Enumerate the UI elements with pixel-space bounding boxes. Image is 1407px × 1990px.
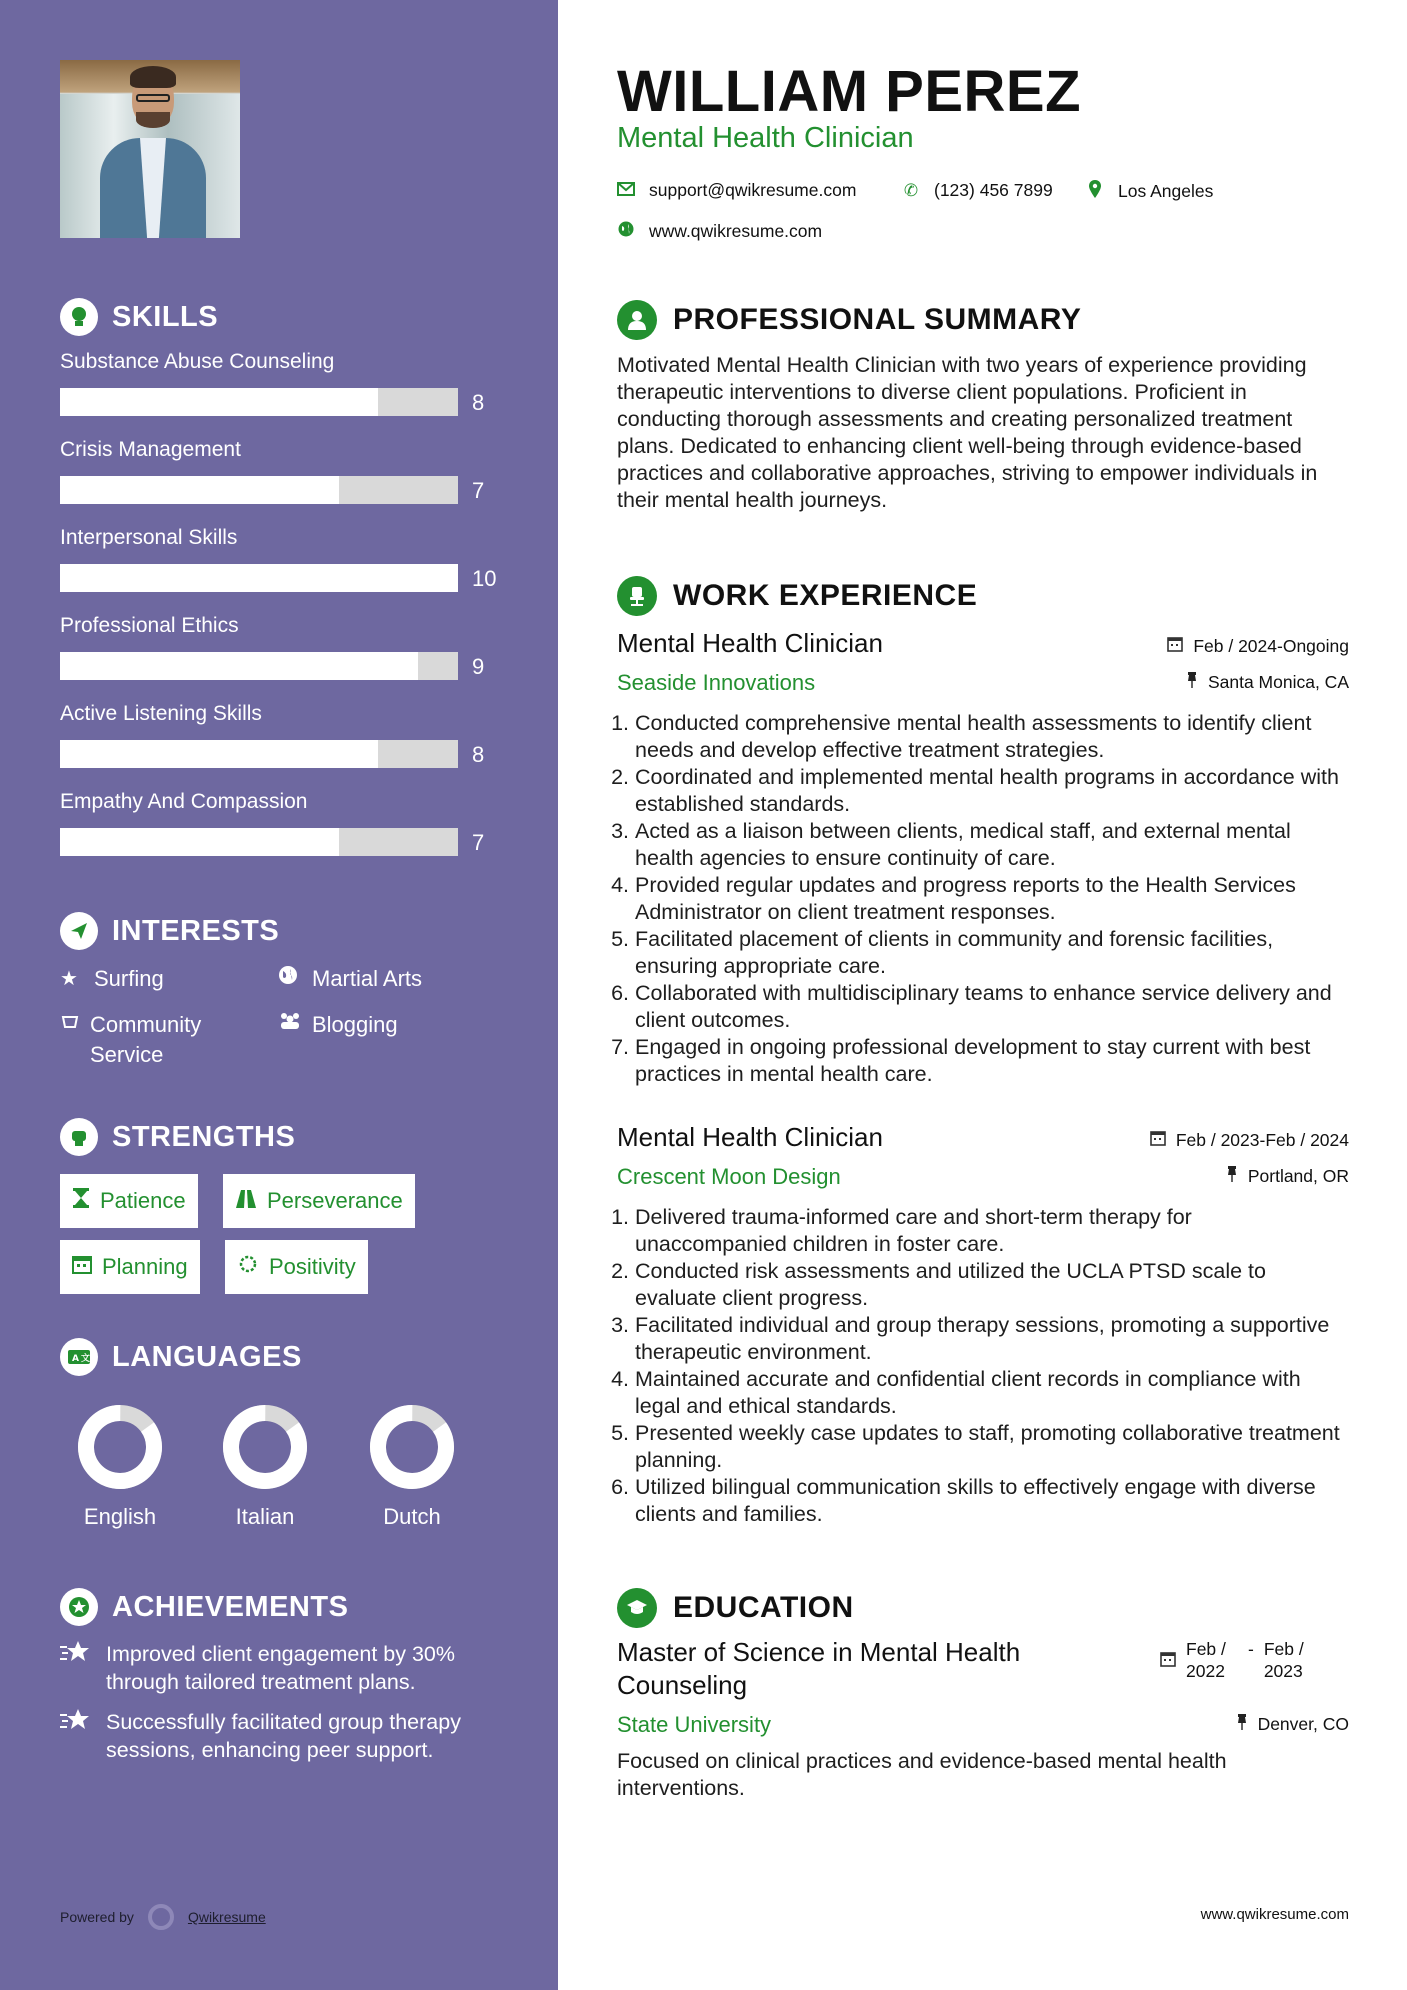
language-item	[352, 1404, 472, 1530]
pushpin-icon	[1226, 1166, 1238, 1187]
achievements-title: ACHIEVEMENTS	[112, 1590, 349, 1623]
skill-bar	[60, 388, 458, 416]
languages-title: LANGUAGES	[112, 1340, 302, 1373]
skills-title: SKILLS	[112, 300, 219, 333]
skill-value: 8	[472, 390, 485, 415]
strength-label: Positivity	[269, 1254, 356, 1279]
strength-badge	[60, 1174, 198, 1228]
skill-name: Empathy And Compassion	[60, 790, 308, 813]
footer-website[interactable]: www.qwikresume.com	[1200, 1906, 1349, 1923]
candidate-role: Mental Health Clinician	[617, 122, 914, 154]
education-dates	[1160, 1638, 1316, 1682]
language-name: English	[83, 1504, 157, 1529]
interest-label: Martial Arts	[312, 966, 423, 991]
language-level-arc	[222, 1404, 308, 1490]
sun-icon	[237, 1253, 259, 1281]
language-ring	[369, 1404, 455, 1490]
globe-icon	[617, 221, 635, 242]
office-chair-icon	[617, 576, 657, 616]
duty-item: 6. Utilized bilingual communication skills to effectively engage with diverse clients and families.	[635, 1474, 1347, 1528]
dates-text: Feb / 2024-Ongoing	[1193, 636, 1349, 656]
education-location	[1236, 1714, 1349, 1735]
website-text: www.qwikresume.com	[649, 221, 823, 241]
road-icon	[235, 1188, 257, 1214]
calendar-icon	[1150, 1130, 1166, 1151]
skill-bar	[60, 740, 458, 768]
hand-icon	[60, 1010, 80, 1070]
calendar-icon	[1167, 636, 1183, 657]
language-name: Italian	[235, 1504, 295, 1529]
skill-bar	[60, 652, 458, 680]
duty-item: 4. Maintained accurate and confidential client records in compliance with legal and ethical standards.	[635, 1366, 1347, 1420]
location-text: Santa Monica, CA	[1207, 672, 1349, 692]
sparkle-star-icon	[60, 1640, 94, 1696]
location-text: Portland, OR	[1247, 1166, 1349, 1186]
education-heading	[617, 1588, 854, 1628]
candidate-name: WILLIAM PEREZ	[617, 59, 1082, 124]
strength-label: Planning	[102, 1254, 188, 1279]
location-text: Denver, CO	[1257, 1714, 1349, 1734]
sidebar	[0, 0, 558, 1990]
skill-value: 10	[472, 566, 497, 591]
phone-icon: ✆	[903, 180, 919, 200]
job-location	[1226, 1166, 1349, 1187]
profile-photo	[60, 60, 240, 238]
skill-name: Interpersonal Skills	[60, 526, 238, 549]
languages-heading	[60, 1338, 302, 1376]
job-location	[1186, 672, 1349, 693]
summary-title: PROFESSIONAL SUMMARY	[673, 303, 1082, 336]
svg-text:A: A	[72, 1354, 80, 1364]
brand-link[interactable]: Qwikresume	[187, 1909, 266, 1925]
pushpin-icon	[1236, 1714, 1248, 1735]
dates-text: Feb / 2023-Feb / 2024	[1175, 1130, 1349, 1150]
company-name: Seaside Innovations	[617, 670, 816, 695]
interests-title: INTERESTS	[112, 914, 280, 947]
duty-item: 5. Facilitated placement of clients in community and forensic facilities, ensuring appropriate care.	[635, 926, 1347, 980]
language-item	[60, 1404, 180, 1530]
skill-value: 8	[472, 742, 485, 767]
duty-item: 1. Delivered trauma-informed care and short-term therapy for unaccompanied children in foster care.	[635, 1204, 1347, 1258]
calendar-icon	[72, 1254, 92, 1280]
powered-by	[60, 1904, 266, 1930]
duty-item: 6. Collaborated with multidisciplinary teams to enhance service delivery and client outcomes.	[635, 980, 1347, 1034]
graduation-icon	[617, 1588, 657, 1628]
skill-bar	[60, 476, 458, 504]
achievement-text: Successfully facilitated group therapy sessions, enhancing peer support.	[106, 1710, 461, 1762]
map-pin-icon	[1086, 180, 1104, 203]
interest-label: Surfing	[94, 966, 164, 991]
strength-label: Perseverance	[267, 1188, 403, 1213]
job-title: Mental Health Clinician	[617, 1122, 883, 1152]
skill-value: 7	[472, 478, 485, 503]
qwikresume-logo-icon	[148, 1904, 174, 1930]
award-star-icon	[60, 1588, 98, 1626]
company-name: Crescent Moon Design	[617, 1164, 841, 1189]
achievements-heading	[60, 1588, 348, 1626]
interest-label: Community Service	[90, 1012, 202, 1067]
skill-bar	[60, 564, 458, 592]
language-icon	[60, 1338, 98, 1376]
svg-text:文: 文	[81, 1354, 91, 1364]
work-title: WORK EXPERIENCE	[673, 579, 978, 612]
location-text: Los Angeles	[1118, 181, 1214, 201]
star-icon: ★	[60, 968, 78, 990]
strength-badge	[225, 1240, 368, 1294]
duty-item: 3. Acted as a liaison between clients, medical staff, and external mental health agencies to ensure continuity of care.	[635, 818, 1347, 872]
duty-item: 1. Conducted comprehensive mental health assessments to identify client needs and develop effective treatment strategies.	[635, 710, 1347, 764]
calendar-icon	[1160, 1638, 1176, 1682]
achievement-item	[60, 1708, 510, 1764]
skill-value: 7	[472, 830, 485, 855]
achievement-text: Improved client engagement by 30% through tailored treatment plans.	[106, 1642, 455, 1694]
duty-item: 4. Provided regular updates and progress reports to the Health Services Administrator on client treatment responses.	[635, 872, 1347, 926]
summary-text: Motivated Mental Health Clinician with two years of experience providing therapeutic interventions to diverse client populations. Proficient in conducting thorough assessments and creating personalized treatment plans. Dedicated to enhancing client well-being through evidence-based practices and collaborative approaches, striving to empower individuals in their mental health journeys.	[617, 353, 1318, 512]
interest-item	[278, 1010, 398, 1040]
duty-item: 2. Conducted risk assessments and utilized the UCLA PTSD scale to evaluate client progress.	[635, 1258, 1347, 1312]
skill-value: 9	[472, 654, 485, 679]
language-name: Dutch	[383, 1504, 441, 1529]
strength-badge	[223, 1174, 415, 1228]
language-level-arc	[369, 1404, 455, 1490]
users-icon	[278, 1010, 302, 1040]
lightbulb-icon	[60, 298, 98, 336]
language-level-arc	[77, 1404, 163, 1490]
interest-label: Blogging	[312, 1012, 398, 1037]
duty-item: 5. Presented weekly case updates to staff, promoting collaborative treatment planning.	[635, 1420, 1347, 1474]
work-heading	[617, 576, 977, 616]
job-dates	[1150, 1130, 1349, 1151]
skill-name: Active Listening Skills	[60, 702, 262, 725]
job-title: Mental Health Clinician	[617, 628, 883, 658]
skill-name: Crisis Management	[60, 438, 241, 461]
sparkle-star-icon	[60, 1708, 94, 1764]
strengths-title: STRENGTHS	[112, 1120, 296, 1153]
language-ring	[222, 1404, 308, 1490]
globe-icon	[278, 964, 302, 994]
pushpin-icon	[1186, 672, 1198, 693]
skill-name: Substance Abuse Counseling	[60, 350, 335, 373]
duties-list	[617, 710, 1347, 1088]
interest-item	[60, 1010, 240, 1070]
summary-heading	[617, 300, 1081, 340]
contact-website[interactable]	[617, 221, 822, 242]
job-dates	[1167, 636, 1349, 657]
date-separator: -	[1248, 1639, 1254, 1659]
school-name: State University	[617, 1712, 772, 1737]
powered-by-label: Powered by	[60, 1909, 134, 1925]
hourglass-icon	[72, 1188, 90, 1214]
duty-item: 3. Facilitated individual and group therapy sessions, promoting a supportive therapeutic environment.	[635, 1312, 1347, 1366]
duty-item: 7. Engaged in ongoing professional development to stay current with best practices in mental health care.	[635, 1034, 1347, 1088]
strengths-heading	[60, 1118, 295, 1156]
email-text: support@qwikresume.com	[649, 180, 857, 200]
language-item	[205, 1404, 325, 1530]
duty-item: 2. Coordinated and implemented mental health programs in accordance with established standards.	[635, 764, 1347, 818]
envelope-icon	[617, 181, 635, 201]
contact-location	[1086, 180, 1213, 203]
contact-email[interactable]	[617, 180, 856, 201]
phone-text: (123) 456 7899	[934, 180, 1053, 200]
education-title: EDUCATION	[673, 1591, 854, 1624]
education-description: Focused on clinical practices and evidence-based mental health interventions.	[617, 1749, 1227, 1800]
strength-badge	[60, 1240, 200, 1294]
language-ring	[77, 1404, 163, 1490]
interests-heading	[60, 912, 279, 950]
duties-list	[617, 1204, 1347, 1528]
degree-title: Master of Science in Mental Health Counseling	[617, 1637, 1021, 1700]
fist-icon	[60, 1118, 98, 1156]
contact-phone[interactable]	[902, 180, 1053, 201]
end-date: Feb / 2023	[1263, 1639, 1304, 1681]
strength-label: Patience	[100, 1188, 186, 1213]
interest-item	[278, 964, 422, 994]
achievement-item	[60, 1640, 510, 1696]
interest-item	[60, 964, 164, 994]
user-icon	[617, 300, 657, 340]
start-date: Feb / 2022	[1186, 1639, 1226, 1681]
skills-heading	[60, 298, 218, 336]
skill-bar	[60, 828, 458, 856]
paper-plane-icon	[60, 912, 98, 950]
skill-name: Professional Ethics	[60, 614, 239, 637]
